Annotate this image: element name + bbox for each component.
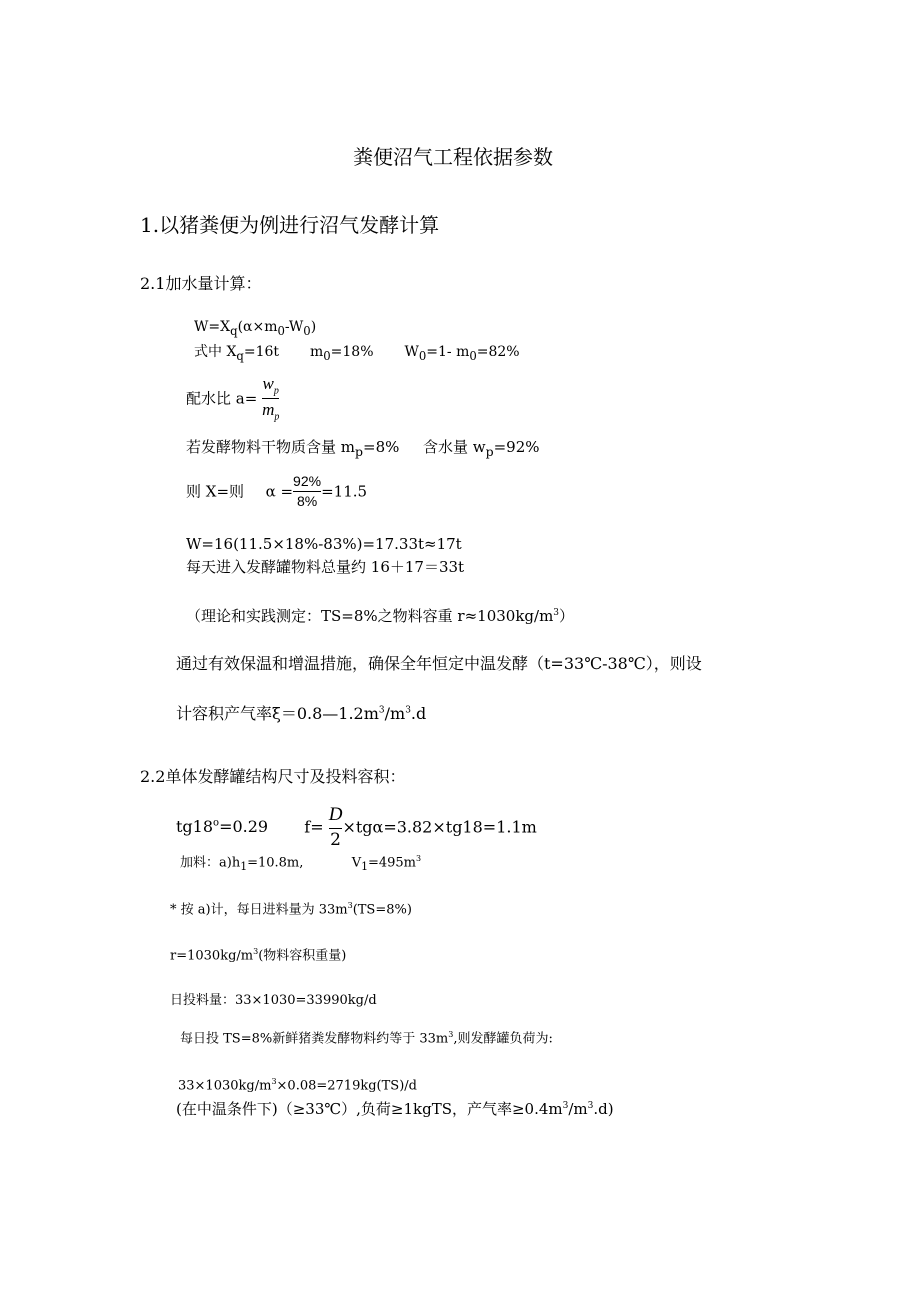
page-title: 粪便沼气工程依据参数 xyxy=(353,145,553,169)
alpha-formula: 则 X=则 α = $\frac{92\%}{8\%}$ =11.5 xyxy=(186,473,368,510)
water-formula: $W=X_q(\alpha\times m_0-W_0)$ xyxy=(194,319,317,338)
insulation-paragraph: 通过有效保温和增温措施，确保全年恒定中温发酵（t=33℃-38℃），则设 xyxy=(176,654,702,673)
density-line: $r=1030kg/m^3$(物料容积重量) xyxy=(170,947,347,964)
load-calculation: $33\times 1030kg/m^3\times 0.08=2719kg(TS)/d$ xyxy=(178,1077,417,1094)
d-over-2-fraction: $\frac{D}{2}$ xyxy=(328,804,343,850)
theory-note: （理论和实践测定：TS=8%之物料容重 $r\approx 1030kg/m^3$） xyxy=(186,607,575,625)
tg-formula: $tg18^o=0.29$ f= $\frac{D}{2}$ ×tgα=3.82×tg18=1.1m xyxy=(176,804,537,850)
gas-rate-line: 计容积产气率$\xi=0.8—1.2m^3/m^3.d$ xyxy=(176,704,427,723)
feed-parameters: 加料：$a)h_1=10.8m$, $V_1=495m^3$ xyxy=(180,854,422,873)
water-ratio-fraction: $\frac{w_p}{m_p}$ xyxy=(262,374,280,423)
daily-total-line: 每天进入发酵罐物料总量约 16＋17＝33t xyxy=(186,558,465,576)
formula-variables: 式中 $X_q=16t$ $m_0=18\%$ $W_0=1-$ $m_0=82\%$ xyxy=(194,344,520,363)
section-2-2-heading: 2.2单体发酵罐结构尺寸及投料容积： xyxy=(140,767,406,786)
conditions-line: (在中温条件下)（≥33℃）,负荷≥1kgTS，产气率$\ge 0.4m^3/m^3.d$) xyxy=(176,1100,614,1118)
water-result: W=16(11.5×18%-83%)=17.33t≈17t xyxy=(186,535,462,553)
water-ratio-formula: 配水比 a= $\frac{w_p}{m_p}$ xyxy=(186,374,280,423)
section-1-heading: 1.以猪粪便为例进行沼气发酵计算 xyxy=(140,213,440,237)
daily-feed-line: * 按 a)计，每日进料量为 $33m^3(TS=8\%)$ xyxy=(170,901,412,918)
daily-input-line: 日投料量：33×1030=33990kg/d xyxy=(170,993,377,1008)
daily-ts-line: 每日投 TS=8%新鲜猪粪发酵物料约等于 $33m^3$,则发酵罐负荷为: xyxy=(180,1030,553,1047)
alpha-fraction: $\frac{92\%}{8\%}$ xyxy=(293,473,322,510)
dry-matter-line: 若发酵物料干物质含量 $m_p=8\%$ 含水量 $w_p=92\%$ xyxy=(186,438,540,459)
section-2-1-heading: 2.1加水量计算： xyxy=(140,274,262,293)
